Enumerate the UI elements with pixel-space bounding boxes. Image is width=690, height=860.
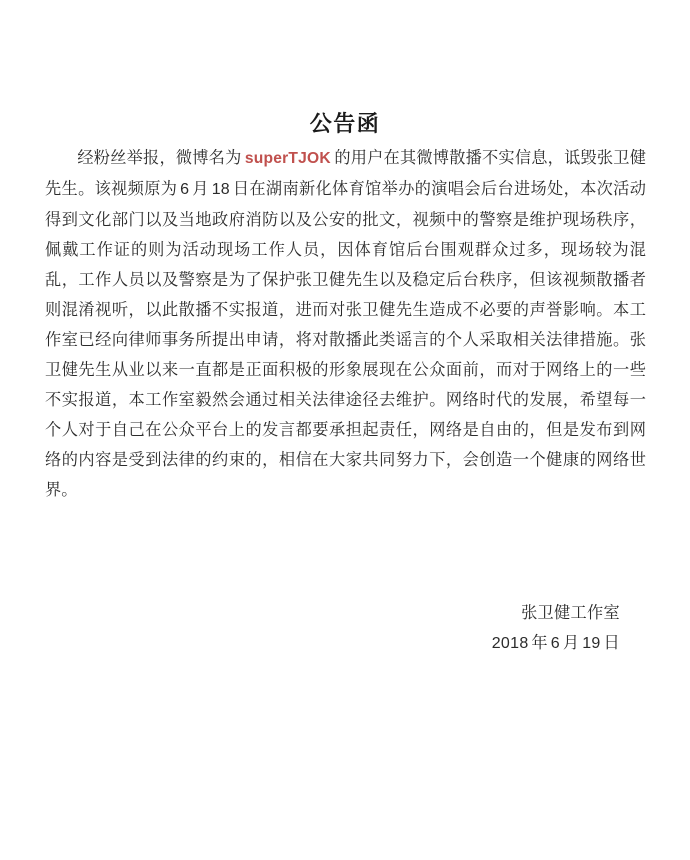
signature-block [45, 598, 620, 659]
event-month-value: 6 [180, 181, 190, 198]
body-text-segment-2: 的用户在其微博散播不实信息，诋毁张卫健先生。该视频原为 [45, 149, 646, 198]
announcement-paragraph [45, 143, 646, 505]
body-text-segment-3: 日在湖南新化体育馆举办的演唱会后台进场处，本次活动得到文化部门以及当地政府消防以及公安的批文，视频中的警察是维护现场秩序，佩戴工作证的则为活动现场工作人员，因体育馆后台围观群众过多，现场较为混乱，工作人员以及警察是为了保护张卫健先生以及稳定后台秩序，但该视频散播者则混淆视听，以此散播不实报道，进而对张卫健先生造成不必要的声誉影响。本工作室已经向律师事务所提出申请，将对散播此类谣言的个人采取相关法律措施。张卫健先生从业以来一直都是正面积极的形象展现在公众面前，而对于网络上的一些不实报道，本工作室毅然会通过相关法律途径去维护。网络时代的发展，希望每一个人对于自己在公众平台上的发言都要承担起责任，网络是自由的，但是发布到网络的内容是受到法律的约束的，相信在大家共同努力下，会创造一个健康的网络世界。 [45, 180, 646, 499]
signature-date-day: 19 [582, 635, 601, 652]
body-text-segment-1: 经粉丝举报，微博名为 [77, 149, 242, 167]
signature-date-day-unit: 日 [603, 634, 620, 652]
signature-date-month: 6 [550, 635, 560, 652]
event-month-unit: 月 [192, 180, 209, 198]
event-day-value: 18 [211, 181, 230, 198]
signature-date-month-unit: 月 [562, 634, 580, 652]
highlighted-username: superTJOK [244, 150, 331, 167]
signature-date-year: 2018 [491, 635, 529, 652]
signature-date [45, 628, 620, 659]
signature-studio-name: 张卫健工作室 [521, 604, 620, 622]
signature-date-year-unit: 年 [531, 634, 548, 652]
document-body [45, 143, 646, 505]
page-title: 公告函 [309, 110, 381, 136]
